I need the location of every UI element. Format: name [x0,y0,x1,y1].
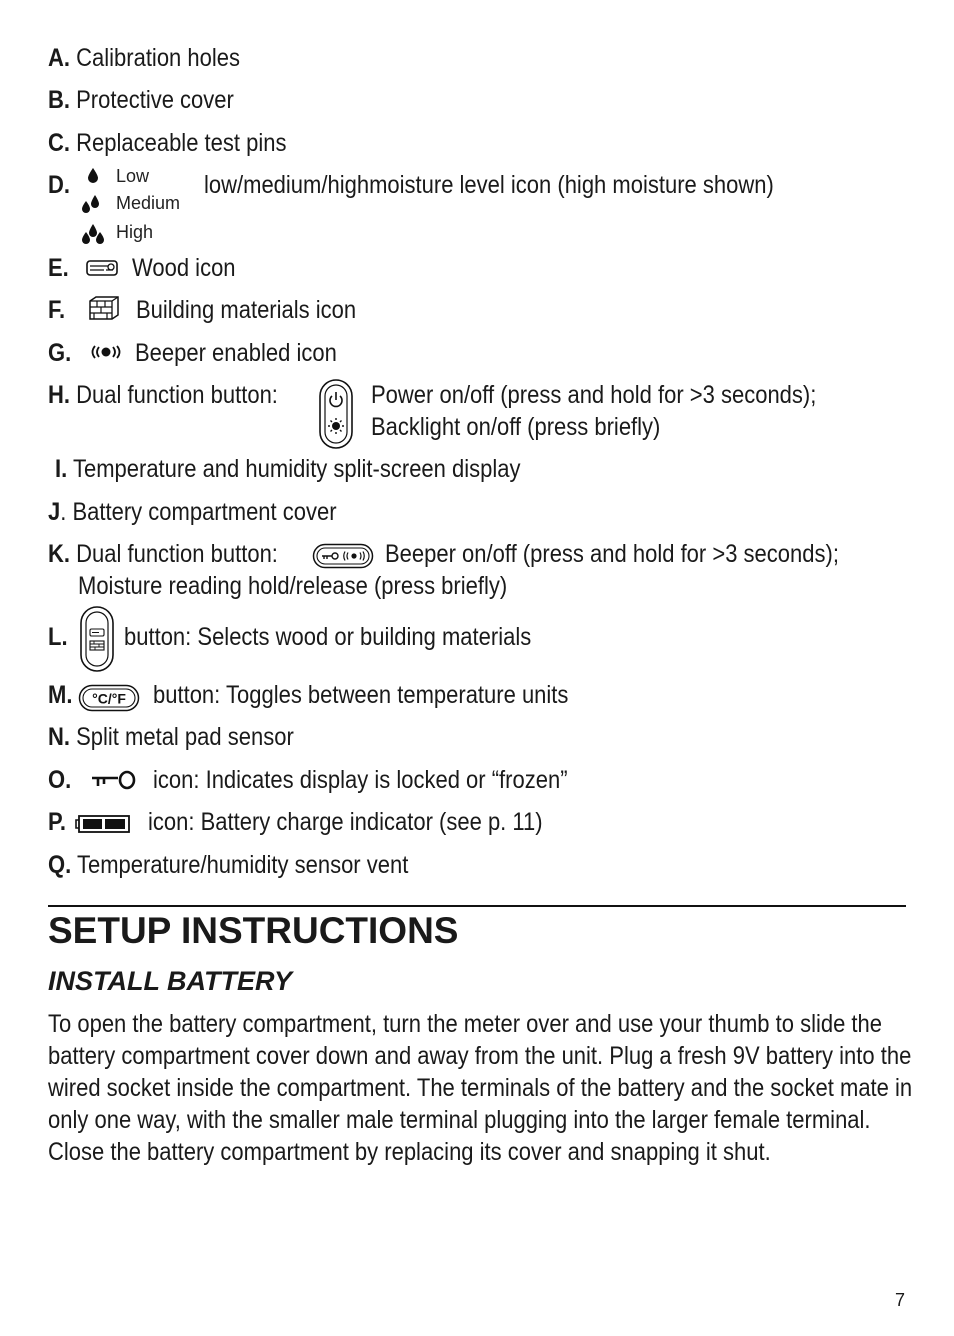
item-text: Temperature/humidity sensor vent [76,851,409,879]
item-text: Split metal pad sensor [76,723,294,751]
item-letter: G. [48,339,72,367]
item-letter: F. [48,296,66,324]
item-h-prefix [48,379,278,411]
item-n [48,721,294,753]
temp-unit-button-icon [78,684,140,712]
item-d-letter [48,169,70,201]
section-title: SETUP INSTRUCTIONS [48,910,459,951]
item-letter: C. [48,129,70,157]
item-letter: K. [48,540,70,568]
item-p-letter [48,806,66,838]
item-l-text [124,621,531,653]
item-g-letter [48,337,71,369]
instructions-paragraph: To open the battery compartment, turn the meter over and use your thumb to slide the battery compartment cover down and away from the unit. Plug a fresh 9V battery into the wired socket inside the compartment. The terminals of the battery and the socket mate in only one way, with the smaller male terminal plugging into the larger female terminal. Close the battery compartment by replacing its cover and snapping it shut. [48,1010,913,1166]
item-text: Beeper enabled icon [135,339,337,367]
item-text: Dual function button: [76,381,278,409]
item-text: Building materials icon [136,296,357,324]
item-letter: J [48,498,61,526]
item-text: Wood icon [132,254,236,282]
moisture-level-low: Low [116,166,150,186]
item-letter: M. [48,681,73,709]
item-letter: B. [48,86,70,114]
item-text-line: Backlight on/off (press briefly) [371,413,661,441]
item-k-text-line2 [78,570,507,602]
item-f-letter [48,294,65,326]
brick-icon [88,295,120,321]
item-letter: A. [48,44,70,72]
temp-unit-button-label: °C/°F [92,690,126,707]
item-letter: Q. [48,851,72,879]
item-l-letter [48,621,68,653]
beeper-icon [90,345,122,359]
section-divider [48,905,906,907]
item-d-text [204,169,774,201]
item-text: Replaceable test pins [76,129,287,157]
item-a [48,42,240,74]
item-k-text-line1 [385,538,839,570]
item-text: Temperature and humidity split-screen display [72,455,521,483]
item-i [55,453,521,485]
item-text-line: Power on/off (press and hold for >3 seconds); [371,381,817,409]
battery-icon [74,814,132,834]
item-m-letter [48,679,72,711]
item-text: Protective cover [76,86,234,114]
moisture-level-medium: Medium [116,193,181,213]
item-o-text [153,764,568,796]
item-letter: N. [48,723,70,751]
wood-icon [86,259,118,277]
item-text: button: Toggles between temperature units [153,681,569,709]
item-e-text [132,252,236,284]
item-letter: H. [48,381,70,409]
item-text-line: Moisture reading hold/release (press briefly) [78,572,508,600]
item-text: Calibration holes [76,44,240,72]
page-number: 7 [895,1290,906,1310]
item-b [48,84,234,116]
item-k-prefix [48,538,278,570]
item-text-line: Beeper on/off (press and hold for >3 seconds); [385,540,839,568]
power-backlight-button-icon [318,378,354,450]
item-text: icon: Battery charge indicator (see p. 11) [148,808,543,836]
item-letter: L. [48,623,68,651]
item-j [48,496,337,528]
item-text: . Battery compartment cover [60,498,337,526]
item-h-text [371,379,816,443]
item-o-letter [48,764,71,796]
item-letter: D. [48,171,70,199]
item-e-letter [48,252,69,284]
item-text: button: Selects wood or building materials [124,623,532,651]
beeper-hold-button-icon [312,543,374,569]
item-text: icon: Indicates display is locked or “frozen” [153,766,568,794]
moisture-level-high: High [116,222,154,242]
item-text: low/medium/highmoisture level icon (high moisture shown) [204,171,774,199]
item-text: Dual function button: [76,540,278,568]
material-select-button-icon [79,605,117,673]
item-letter: I. [55,455,68,483]
key-icon [90,769,138,791]
item-f-text [136,294,356,326]
drop-icon [86,167,100,185]
item-c [48,127,286,159]
item-q [48,849,408,881]
item-letter: O. [48,766,72,794]
section-subtitle: INSTALL BATTERY [48,966,293,996]
item-letter: E. [48,254,69,282]
item-p-text [148,806,543,838]
item-letter: P. [48,808,66,836]
item-g-text [135,337,337,369]
drop-icon [80,193,102,215]
drop-icon [80,222,106,246]
item-m-text [153,679,568,711]
